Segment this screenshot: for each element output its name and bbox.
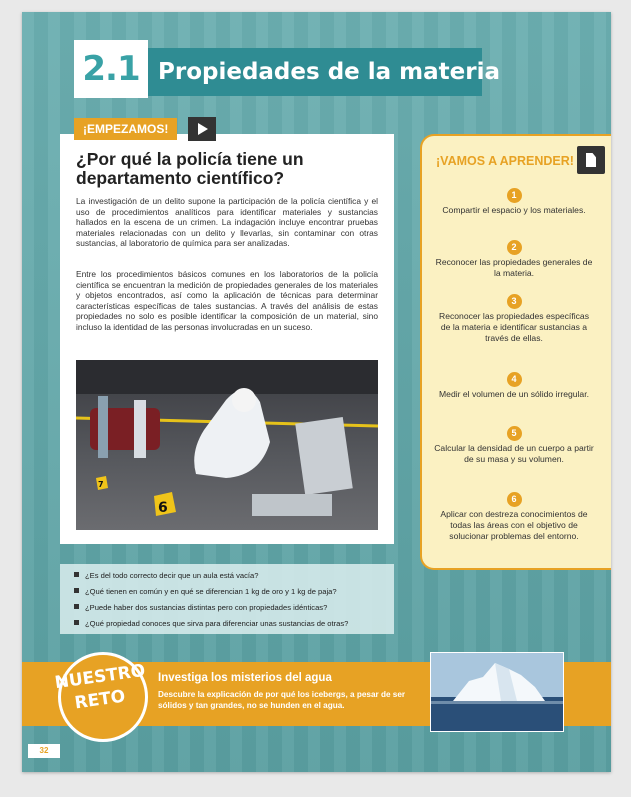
goal-number: 3 (507, 294, 522, 309)
empezamos-tag: ¡EMPEZAMOS! (74, 118, 177, 140)
badge-word-1: NUESTRO (53, 660, 147, 694)
goal-5 (434, 426, 594, 465)
intro-paragraph-2: Entre los procedimientos básicos comunes en los laboratorios de la policía científica se encuentran la medición de propiedades generales de los materiales y objetos encontrados, así como la aplicación de técnicas para determinar características específicas de tales sustancias. A través del análisis de estas propiedades no solo es posible identificar la composición de un material, sino incluso la identidad de las personas involucradas en un suceso. (76, 269, 378, 332)
reto-title: Investiga los misterios del agua (158, 672, 332, 684)
goal-2 (434, 240, 594, 279)
goal-3 (434, 294, 594, 344)
evidence-marker-6: 6 (158, 500, 168, 516)
textbook-page (22, 12, 611, 772)
goal-number: 2 (507, 240, 522, 255)
goal-4 (434, 372, 594, 400)
goal-number: 6 (507, 492, 522, 507)
goal-1 (434, 188, 594, 216)
intro-card (60, 134, 394, 544)
goal-text: Reconocer las propiedades específicas de la materia e identificar sustancias a través de ellas. (438, 311, 589, 343)
section-title: Propiedades de la materia (158, 59, 501, 85)
goal-text: Aplicar con destreza conocimientos de todas las áreas con el objetivo de solucionar problemas del entorno. (440, 509, 588, 541)
badge-word-2: RETO (73, 686, 127, 714)
section-number: 2.1 (74, 40, 148, 98)
goal-text: Compartir el espacio y los materiales. (442, 205, 586, 215)
question-item: ¿Qué tienen en común y en qué se diferencian 1 kg de oro y 1 kg de paja? (74, 587, 337, 596)
goal-6 (434, 492, 594, 542)
vamos-a-aprender-panel (420, 134, 611, 570)
questions-box (60, 564, 394, 634)
intro-heading: ¿Por qué la policía tiene un departamento científico? (76, 149, 304, 188)
play-icon[interactable] (188, 117, 216, 141)
document-icon[interactable] (577, 146, 605, 174)
goal-text: Calcular la densidad de un cuerpo a partir de su masa y su volumen. (434, 443, 594, 464)
question-item: ¿Puede haber dos sustancias distintas pero con propiedades idénticas? (74, 603, 327, 612)
crime-scene-photo (76, 360, 378, 530)
goal-text: Reconocer las propiedades generales de la materia. (435, 257, 593, 278)
goal-number: 1 (507, 188, 522, 203)
question-item: ¿Es del todo correcto decir que un aula está vacía? (74, 571, 259, 580)
evidence-marker-7: 7 (98, 480, 104, 489)
question-item: ¿Qué propiedad conoces que sirva para diferenciar unas sustancias de otras? (74, 619, 348, 628)
vamos-a-aprender-tag: ¡VAMOS A APRENDER! (436, 154, 574, 168)
intro-paragraph-1: La investigación de un delito supone la participación de la policía científica y el uso de procedimientos analíticos para identificar materiales y sustancias hallados en la escena de un crimen. La indagación incluye encontrar pruebas materiales relacionadas con un delito y llevarlas, sin contaminar con otras sustancias, al laboratorio de química para ser analizadas. (76, 196, 378, 249)
goal-number: 4 (507, 372, 522, 387)
reto-description: Descubre la explicación de por qué los icebergs, a pesar de ser sólidos y tan grandes, no se hunden en el agua. (158, 690, 406, 710)
iceberg-photo (430, 652, 564, 732)
goal-text: Medir el volumen de un sólido irregular. (439, 389, 589, 399)
goal-number: 5 (507, 426, 522, 441)
page-number: 32 (28, 744, 60, 758)
